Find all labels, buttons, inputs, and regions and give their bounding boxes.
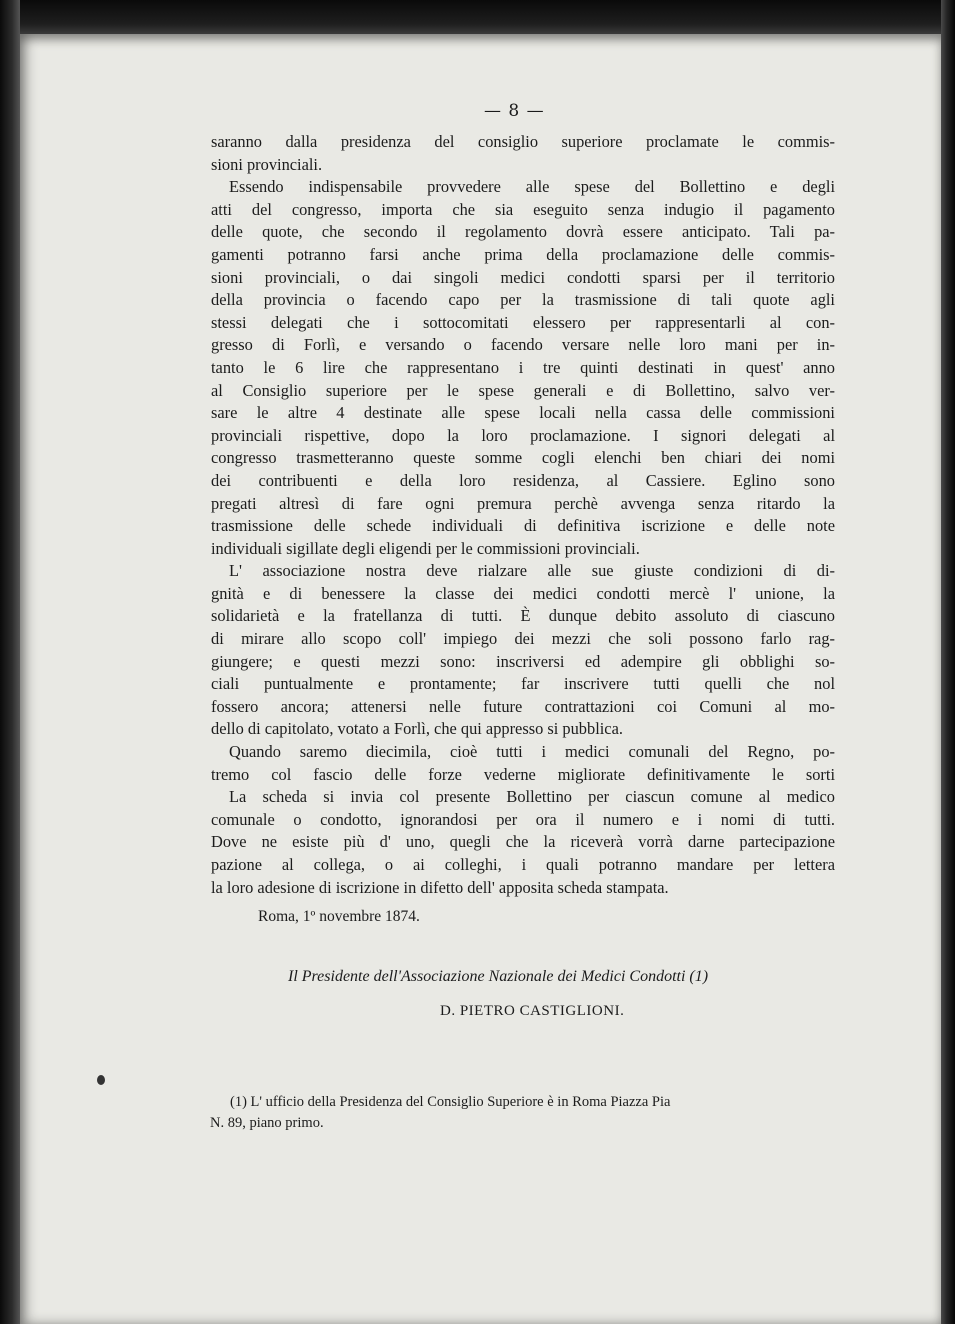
text-line: pregati altresì di fare ogni premura perchè avvenga senza ritardo la <box>211 493 835 513</box>
text-line: delle quote, che secondo il regolamento dovrà essere anticipato. Tali pa- <box>211 222 835 242</box>
scan-edge-left <box>0 0 20 1324</box>
text-line: gresso di Forlì, e versando o facendo versare nelle loro mani per in- <box>211 335 835 355</box>
text-line: atti del congresso, importa che sia eseguito senza indugio il pagamento <box>211 199 835 219</box>
text-line: Dove ne esiste più d' uno, quegli che la riceverà vorrà darne partecipazione <box>211 832 835 852</box>
date-line: Roma, 1º novembre 1874. <box>258 908 420 925</box>
text-line: Quando saremo diecimila, cioè tutti i medici comunali del Regno, po- <box>229 742 835 762</box>
text-line: gnità e di benessere la classe dei medici condotti mercè l' unione, la <box>211 583 835 603</box>
text-line: sioni provinciali, o dai singoli medici condotti sparsi per il territorio <box>211 267 835 287</box>
text-line: stessi delegati che i sottocomitati elessero per rappresentarli al con- <box>211 312 835 332</box>
text-line: gamenti potranno farsi anche prima della proclamazione delle commis- <box>211 244 835 264</box>
text-line: saranno dalla presidenza del consiglio superiore proclamate le commis- <box>211 132 835 151</box>
text-line: trasmissione delle schede individuali di definitiva iscrizione e delle note <box>211 516 835 536</box>
text-line: tanto le 6 lire che rappresentano i tre quinti destinati in quest' anno <box>211 357 835 377</box>
text-line: individuali sigillate degli eligendi per le commissioni provinciali. <box>211 538 640 558</box>
text-line: comunale o condotto, ignorandosi per ora il numero e i nomi di tutti. <box>211 809 835 829</box>
text-line: al Consiglio superiore per le spese generali e di Bollettino, salvo ver- <box>211 380 835 400</box>
signature-title: Il Presidente dell'Associazione Nazionale dei Medici Condotti (1) <box>288 968 709 985</box>
text-line: pazione al collega, o ai colleghi, i quali potranno mandare per lettera <box>211 855 835 874</box>
text-line: la loro adesione di iscrizione in difetto dell' apposita scheda stampata. <box>211 877 669 897</box>
text-line: giungere; e questi mezzi sono: inscriversi ed adempire gli obblighi so- <box>211 651 835 671</box>
text-line: solidarietà e la fratellanza di tutti. È dunque debito assoluto di ciascuno <box>211 606 835 626</box>
text-line: L' associazione nostra deve rialzare alle sue giuste condizioni di di- <box>229 561 835 581</box>
page-number: — 8 — <box>484 101 545 121</box>
text-line: Essendo indispensabile provvedere alle spese del Bollettino e degli <box>229 177 835 197</box>
footnote-line: (1) L' ufficio della Presidenza del Consiglio Superiore è in Roma Piazza Pia <box>230 1094 671 1110</box>
text-line: ciali puntualmente e prontamente; far inscrivere tutti quelli che nol <box>211 674 835 694</box>
footnote-line: N. 89, piano primo. <box>210 1115 324 1131</box>
text-line: della provincia o facendo capo per la trasmissione di tali quote agli <box>211 290 835 310</box>
scan-edge-top <box>0 0 955 34</box>
text-line: congresso trasmetteranno queste somme cogli elenchi ben chiari dei nomi <box>211 448 835 468</box>
signature-name: D. PIETRO CASTIGLIONI. <box>440 1003 625 1019</box>
body-text <box>211 131 835 899</box>
text-line: fossero ancora; attenersi nelle future contrattazioni coi Comuni al mo- <box>211 696 835 716</box>
text-line: sare le altre 4 destinate alle spese locali nella cassa delle commissioni <box>211 403 835 423</box>
footnote <box>210 1092 830 1134</box>
text-line: sioni provinciali. <box>211 154 323 174</box>
text-line: provinciali rispettive, dopo la loro proclamazione. I signori delegati al <box>211 425 835 445</box>
text-line: La scheda si invia col presente Bollettino per ciascun comune al medico <box>229 787 835 807</box>
scan-edge-right <box>941 0 955 1324</box>
ink-smudge <box>97 1075 105 1085</box>
text-line: tremo col fascio delle forze vederne migliorate definitivamente le sorti <box>211 764 835 784</box>
text-line: dei contribuenti e della loro residenza, al Cassiere. Eglino sono <box>211 470 835 490</box>
text-line: dello di capitolato, votato a Forlì, che qui appresso si pubblica. <box>211 719 623 739</box>
text-line: di mirare allo scopo coll' impiego dei mezzi che soli possono farlo rag- <box>211 629 835 649</box>
